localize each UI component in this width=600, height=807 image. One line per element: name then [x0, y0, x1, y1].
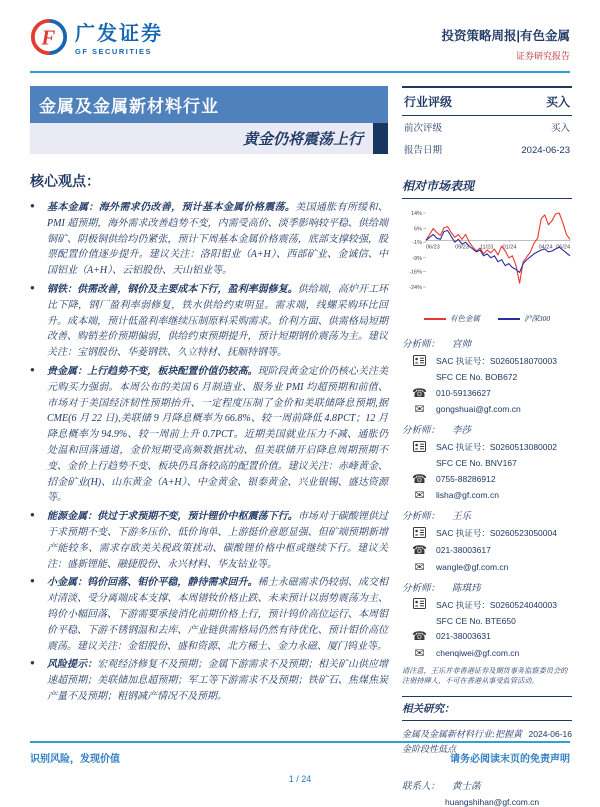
analyst-sac-row	[402, 355, 572, 368]
contact-label: 联系人：	[402, 781, 441, 792]
footer-disclaimer: 请务必阅读末页的免责声明	[450, 754, 570, 765]
svg-text:06/24: 06/24	[556, 244, 570, 251]
svg-text:-24%: -24%	[409, 285, 422, 291]
legend-line-swatch	[424, 318, 446, 320]
contact-name: 黄士菡	[452, 781, 481, 792]
report-type: 投资策略周报|有色金属	[441, 29, 570, 43]
legend-item	[424, 313, 480, 324]
footer-row	[30, 750, 570, 765]
analyst-name-row-2	[402, 508, 572, 522]
analyst-phone-row	[402, 630, 572, 642]
market-chart	[402, 207, 574, 307]
svg-text:-16%: -16%	[409, 269, 422, 276]
phone-icon: ☎	[412, 385, 427, 400]
email-icon: ✉	[414, 645, 425, 660]
footer	[30, 741, 570, 784]
core-point-2	[30, 364, 388, 506]
svg-text:-1%: -1%	[412, 240, 422, 247]
analyst-name: 李莎	[452, 426, 472, 436]
core-point-lead: 风险提示：	[47, 659, 98, 671]
analyst-phone: 0755-88286912	[436, 473, 496, 484]
analyst-phone-row	[402, 387, 572, 399]
phone-icon: ☎	[412, 471, 427, 486]
subtitle-accent-block	[373, 123, 388, 154]
header-right	[442, 18, 571, 62]
page-number: 1 / 24	[288, 774, 312, 784]
certificate-icon	[410, 355, 429, 368]
svg-text:04/24: 04/24	[538, 244, 553, 251]
content	[0, 73, 600, 807]
core-point-body: 市场对于碳酸锂供过于求预期不变、下游多压价、低价询单、上游挺价意愿显强、但矿端预期新增产能较多、需求存欧美关税政策扰动、碳酸锂价格中枢或继续下行。建议关注：盛新锂能、融捷股份、永兴材料、华友钴业等。	[47, 511, 389, 570]
core-point-5	[30, 657, 388, 704]
rating-label: 行业评级	[404, 95, 453, 109]
core-point-lead: 基本金属：海外需求仍改善，预计基本金属价格震荡。	[47, 202, 296, 213]
analyst-label: 分析师：	[402, 340, 441, 350]
right-column	[402, 86, 572, 807]
footer-rule	[30, 741, 570, 743]
left-column	[30, 86, 388, 807]
phone-icon: ☎	[412, 543, 427, 557]
analyst-phone-row	[402, 544, 572, 556]
chart-legend	[402, 313, 572, 324]
analyst-sfc-row	[402, 616, 572, 626]
analyst-sfc-row	[402, 458, 572, 468]
svg-text:6%: 6%	[414, 226, 422, 233]
analyst-phone-row	[402, 473, 572, 485]
analyst-sac: SAC 执证号：S0260524040003	[436, 599, 557, 610]
email-icon: ✉	[414, 488, 425, 502]
analyst-sfc: SFC CE No. BNV167	[436, 458, 517, 468]
certificate-icon	[410, 598, 429, 611]
analyst-sac: SAC 执证号：S0260518070003	[436, 356, 557, 366]
analyst-sfc-row	[402, 372, 572, 382]
analysts-section	[402, 336, 572, 687]
research-item-title: 金属及金属新材料行业:把握黄金阶段性低点	[402, 729, 522, 755]
analyst-email[interactable]: chenqiwei@gf.com.cn	[436, 647, 520, 658]
analyst-sac: SAC 执证号：S0260523050004	[436, 528, 557, 538]
core-point-lead: 钢铁：供需改善，钢价及主要成本下行，盈利率弱修复。	[47, 283, 298, 295]
subtitle-bar	[30, 123, 388, 154]
legend-label: 有色金属	[449, 314, 480, 323]
analyst-sfc: SFC CE No. BTE650	[436, 615, 516, 626]
svg-text:F: F	[41, 25, 56, 50]
market-performance-heading: 相对市场表现	[402, 177, 572, 199]
phone-icon: ☎	[412, 629, 427, 643]
analyst-label: 分析师：	[402, 426, 441, 436]
header	[0, 0, 600, 62]
analyst-email-row	[402, 489, 572, 501]
doc-type: 证券研究报告	[515, 51, 570, 61]
contact-email[interactable]: huangshihan@gf.com.cn	[445, 796, 540, 807]
report-subtitle: 黄金仍将震荡上行	[242, 132, 363, 148]
analyst-phone: 010-59136627	[436, 387, 491, 398]
industry-title-banner: 金属及金属新材料行业	[30, 86, 388, 123]
analyst-phone: 021-38003631	[436, 631, 491, 641]
analyst-label: 分析师：	[402, 512, 441, 522]
core-points-list	[30, 200, 388, 705]
report-date-value: 2024-06-23	[521, 145, 570, 156]
svg-text:06/23: 06/23	[426, 244, 440, 251]
core-point-body: 宏观经济修复不及预期；金属下游需求不及预期；相关矿山供应增速超预期；美联储加息超预期；军工等下游需求不及预期；铁矿石、焦煤焦炭产量不及预期；粗钢减产情况不及预期。	[47, 659, 389, 702]
analyst-email[interactable]: wangle@gf.com.cn	[436, 561, 509, 572]
analyst-email[interactable]: lisha@gf.com.cn	[436, 490, 499, 500]
analyst-sfc: SFC CE No. BOB672	[436, 372, 518, 382]
legend-label: 沪深300	[523, 314, 551, 323]
rating-row	[402, 88, 572, 116]
core-point-lead: 能源金属：供过于求预期不变，预计锂价中枢震荡下行。	[47, 511, 298, 523]
core-point-body: 美国通胀有所缓和、PMI 超预期，海外需求改善趋势不变，内需受高价、淡季影响较平稳、供给端铜矿、阴极铜供给均仍紧张，预计下周基本金属价格震荡，底部支撑较强，股票配置价值逐步提升。建议关注：洛阳钼业（A+H）、西部矿业、金诚信、中国铝业（A+H）、云铝股份、天山铝业等。	[47, 202, 388, 277]
brand	[30, 18, 163, 61]
brand-name: 广发证券	[75, 22, 163, 45]
report-date-row	[402, 138, 572, 160]
prev-rating-value: 买入	[550, 123, 570, 134]
core-point-3	[30, 509, 388, 572]
svg-text:01/24: 01/24	[502, 244, 517, 251]
related-research-heading: 相关研究：	[402, 696, 572, 721]
core-point-lead: 小金属：钨价回落、钼价平稳，静待需求回升。	[47, 577, 258, 589]
analyst-name-row-3	[402, 580, 572, 594]
certificate-icon	[410, 527, 429, 540]
analyst-email[interactable]: gongshuai@gf.com.cn	[436, 404, 521, 414]
svg-text:09/23: 09/23	[455, 244, 469, 251]
rating-panel	[402, 86, 572, 160]
analyst-sac: SAC 执证号：S0260513080002	[436, 442, 557, 452]
svg-text:14%: 14%	[410, 211, 422, 217]
core-point-body: 稀土永磁需求仍较弱、成交相对清淡、受分离端成本支撑、本周镨钕价格止跌、未来预计以弱势震荡为主、钨价小幅回落、下游需要承接消化前期价格上行，预计钨价高位运行、本周钼价平稳、下游不锈钢温和去库、产业链供需格局仍然有待优化、预计钼价高位震荡。建议关注：金钼股份、盛和资源、北方稀土、金力永磁、厦门钨业等。	[47, 577, 389, 652]
core-point-4	[30, 575, 388, 654]
analyst-email-row	[402, 647, 572, 659]
core-point-body: 供给端，高炉开工环比下降，钢厂盈利率弱修复，铁水供给约束明显。需求端，线螺采购环比回升。成本端，预计低盈利率继续压制原料采购需求。价利方面、供需格局短期改善、购销差价预期偏弱，供给约束预期提升，预计短期钢价震荡为主。建议关注：宝钢股份、华菱钢铁、久立特材、抚顺特钢等。	[47, 283, 389, 359]
analyst-name: 陈琪玮	[452, 583, 481, 594]
core-point-1	[30, 282, 388, 361]
analyst-name: 宫帅	[452, 340, 472, 350]
brand-text	[75, 24, 163, 56]
svg-text:11/23: 11/23	[479, 244, 494, 251]
analyst-email-row	[402, 403, 572, 415]
report-date-label: 报告日期	[404, 145, 443, 156]
footer-slogan: 识别风险，发现价值	[30, 754, 120, 765]
core-point-lead: 贵金属：上行趋势不变，板块配置价值仍较高。	[47, 365, 258, 377]
prev-rating-row	[402, 116, 572, 138]
analyst-sac-row	[402, 598, 572, 611]
analyst-name: 王乐	[452, 512, 472, 522]
email-icon: ✉	[414, 559, 425, 574]
analyst-name-row-0	[402, 336, 572, 350]
core-point-0	[30, 200, 388, 279]
core-point-body: 现阶段黄金定价仍核心关注美元购买力强弱。本周公布的美国 6 月制造业、服务业 PMI 均超预期和前值、市场对于美国经济韧性预期抬升、一定程度压制了金价和美联储降息预期,据 CME(6 月 22 日),美联储 9 月降息概率为 66.8%、较一周前降低 4.8PCT；12 月降息概率为 94.9%、较一周前上升 0.7PCT。近期美国就业压力不减、通胀仍处温和回落通道，金价短期受高频数据扰动、但美联储开启降息周期预期不变、金价上行趋势不变、板块仍具备较高的配置价值。建议关注：赤峰黄金、招金矿业(H)、山东黄金（A+H）、中金黄金、银泰黄金、兴业银锡、盛达资源等。	[47, 365, 389, 504]
analyst-email-row	[402, 561, 572, 573]
prev-rating-label: 前次评级	[404, 123, 443, 134]
certificate-icon	[410, 441, 429, 454]
core-points-heading: 核心观点：	[30, 173, 100, 189]
svg-text:-9%: -9%	[412, 255, 422, 262]
chart-wrap	[402, 207, 572, 324]
analyst-name-row-1	[402, 422, 572, 436]
legend-line-swatch	[498, 318, 520, 320]
gf-logo-icon	[30, 18, 68, 61]
analyst-license-note: 请注意，王乐并非香港证券及期货事务监察委员会的注册持牌人，不可在香港从事受监管活动。	[402, 666, 568, 686]
brand-name-en: GF SECURITIES	[75, 46, 153, 56]
email-icon: ✉	[414, 402, 425, 416]
research-item-date: 2024-06-16	[528, 729, 572, 740]
rating-value: 买入	[545, 95, 570, 109]
analyst-sac-row	[402, 441, 572, 454]
analyst-phone: 021-38003617	[436, 545, 491, 555]
analyst-sac-row	[402, 527, 572, 540]
legend-item	[498, 313, 550, 324]
analyst-label: 分析师：	[402, 583, 441, 594]
